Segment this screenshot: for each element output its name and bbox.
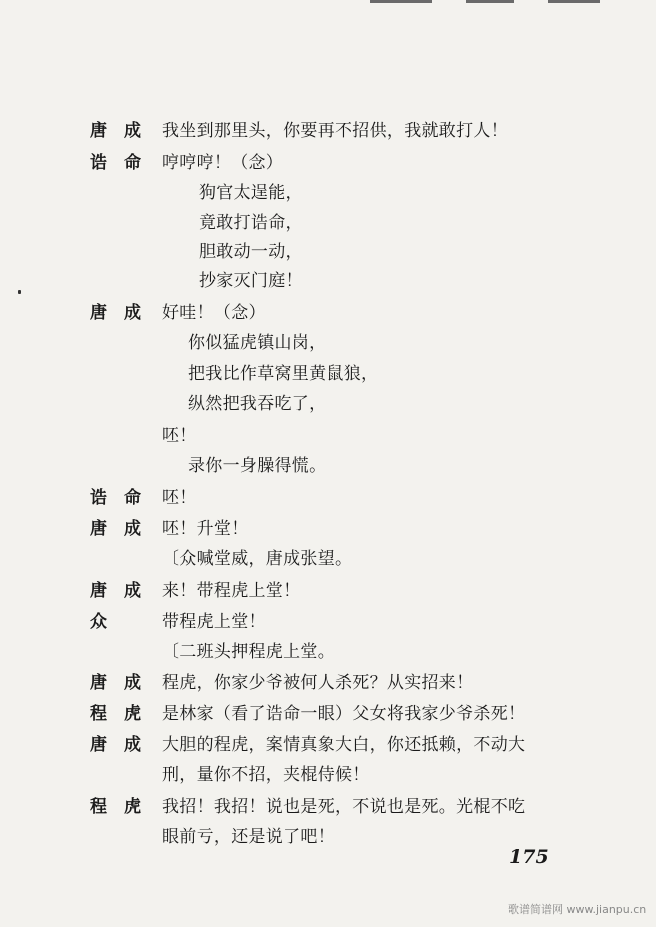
script-line [0, 208, 656, 238]
speaker-name: 唐 成 [90, 519, 141, 539]
line-text: 大胆的程虎，案情真象大白，你还抵赖，不动大 [162, 735, 526, 755]
line-text: 是林家（看了诰命一眼）父女将我家少爷杀死！ [162, 704, 526, 724]
script-line [0, 389, 656, 419]
speaker-name: 唐 成 [90, 581, 141, 601]
line-text: 呸！ [162, 426, 197, 446]
line-text: 带程虎上堂！ [162, 612, 266, 632]
speaker-name: 程 虎 [90, 797, 141, 817]
line-text: 纵然把我吞吃了， [188, 394, 327, 414]
script-line [0, 668, 656, 698]
script-line [0, 298, 656, 328]
line-text: 把我比作草窝里黄鼠狼， [188, 364, 379, 384]
script-line [0, 451, 656, 481]
script-line [0, 421, 656, 451]
line-text: 好哇！（念） [162, 303, 266, 323]
line-text: 狗官太逞能， [199, 183, 303, 203]
speaker-name: 众 [90, 612, 107, 632]
line-text: 我坐到那里头，你要再不招供，我就敢打人！ [162, 121, 508, 141]
script-line [0, 178, 656, 208]
line-text: 眼前亏，还是说了吧！ [162, 827, 335, 847]
line-text: 〔二班头押程虎上堂。 [162, 642, 335, 662]
line-text: 呸！ [162, 488, 197, 508]
script-line [0, 544, 656, 574]
line-text: 竟敢打诰命， [199, 213, 303, 233]
line-text: 我招！我招！说也是死，不说也是死。光棍不吃 [162, 797, 526, 817]
line-text: 〔众喊堂威，唐成张望。 [162, 549, 353, 569]
speaker-name: 唐 成 [90, 303, 141, 323]
script-line [0, 730, 656, 760]
line-text: 哼哼哼！（念） [162, 153, 284, 173]
script-line [0, 637, 656, 667]
top-rule [466, 0, 514, 3]
speaker-name: 唐 成 [90, 735, 141, 755]
top-rule [548, 0, 600, 3]
speaker-name: 诰 命 [90, 153, 141, 173]
line-text: 你似猛虎镇山岗， [188, 333, 327, 353]
speaker-name: 诰 命 [90, 488, 141, 508]
line-text: 录你一身臊得慌。 [188, 456, 327, 476]
script-line [0, 822, 656, 852]
speaker-name: 唐 成 [90, 673, 141, 693]
script-line [0, 266, 656, 296]
script-line [0, 792, 656, 822]
line-text: 刑，量你不招，夹棍侍候！ [162, 765, 370, 785]
script-line [0, 148, 656, 178]
line-text: 抄家灭门庭！ [199, 271, 303, 291]
line-text: 胆敢动一动， [199, 242, 303, 262]
watermark: 歌谱简谱网 www.jianpu.cn [508, 903, 647, 916]
script-line [0, 760, 656, 790]
line-text: 来！带程虎上堂！ [162, 581, 301, 601]
speaker-name: 程 虎 [90, 704, 141, 724]
script-line [0, 116, 656, 146]
script-line [0, 576, 656, 606]
page-number: 175 [509, 846, 549, 868]
script-line [0, 359, 656, 389]
line-text: 呸！升堂！ [162, 519, 249, 539]
speaker-name: 唐 成 [90, 121, 141, 141]
script-line [0, 483, 656, 513]
script-line [0, 699, 656, 729]
script-line [0, 328, 656, 358]
script-line [0, 237, 656, 267]
top-rule [370, 0, 432, 3]
script-line [0, 514, 656, 544]
line-text: 程虎，你家少爷被何人杀死？从实招来！ [162, 673, 474, 693]
script-line [0, 607, 656, 637]
